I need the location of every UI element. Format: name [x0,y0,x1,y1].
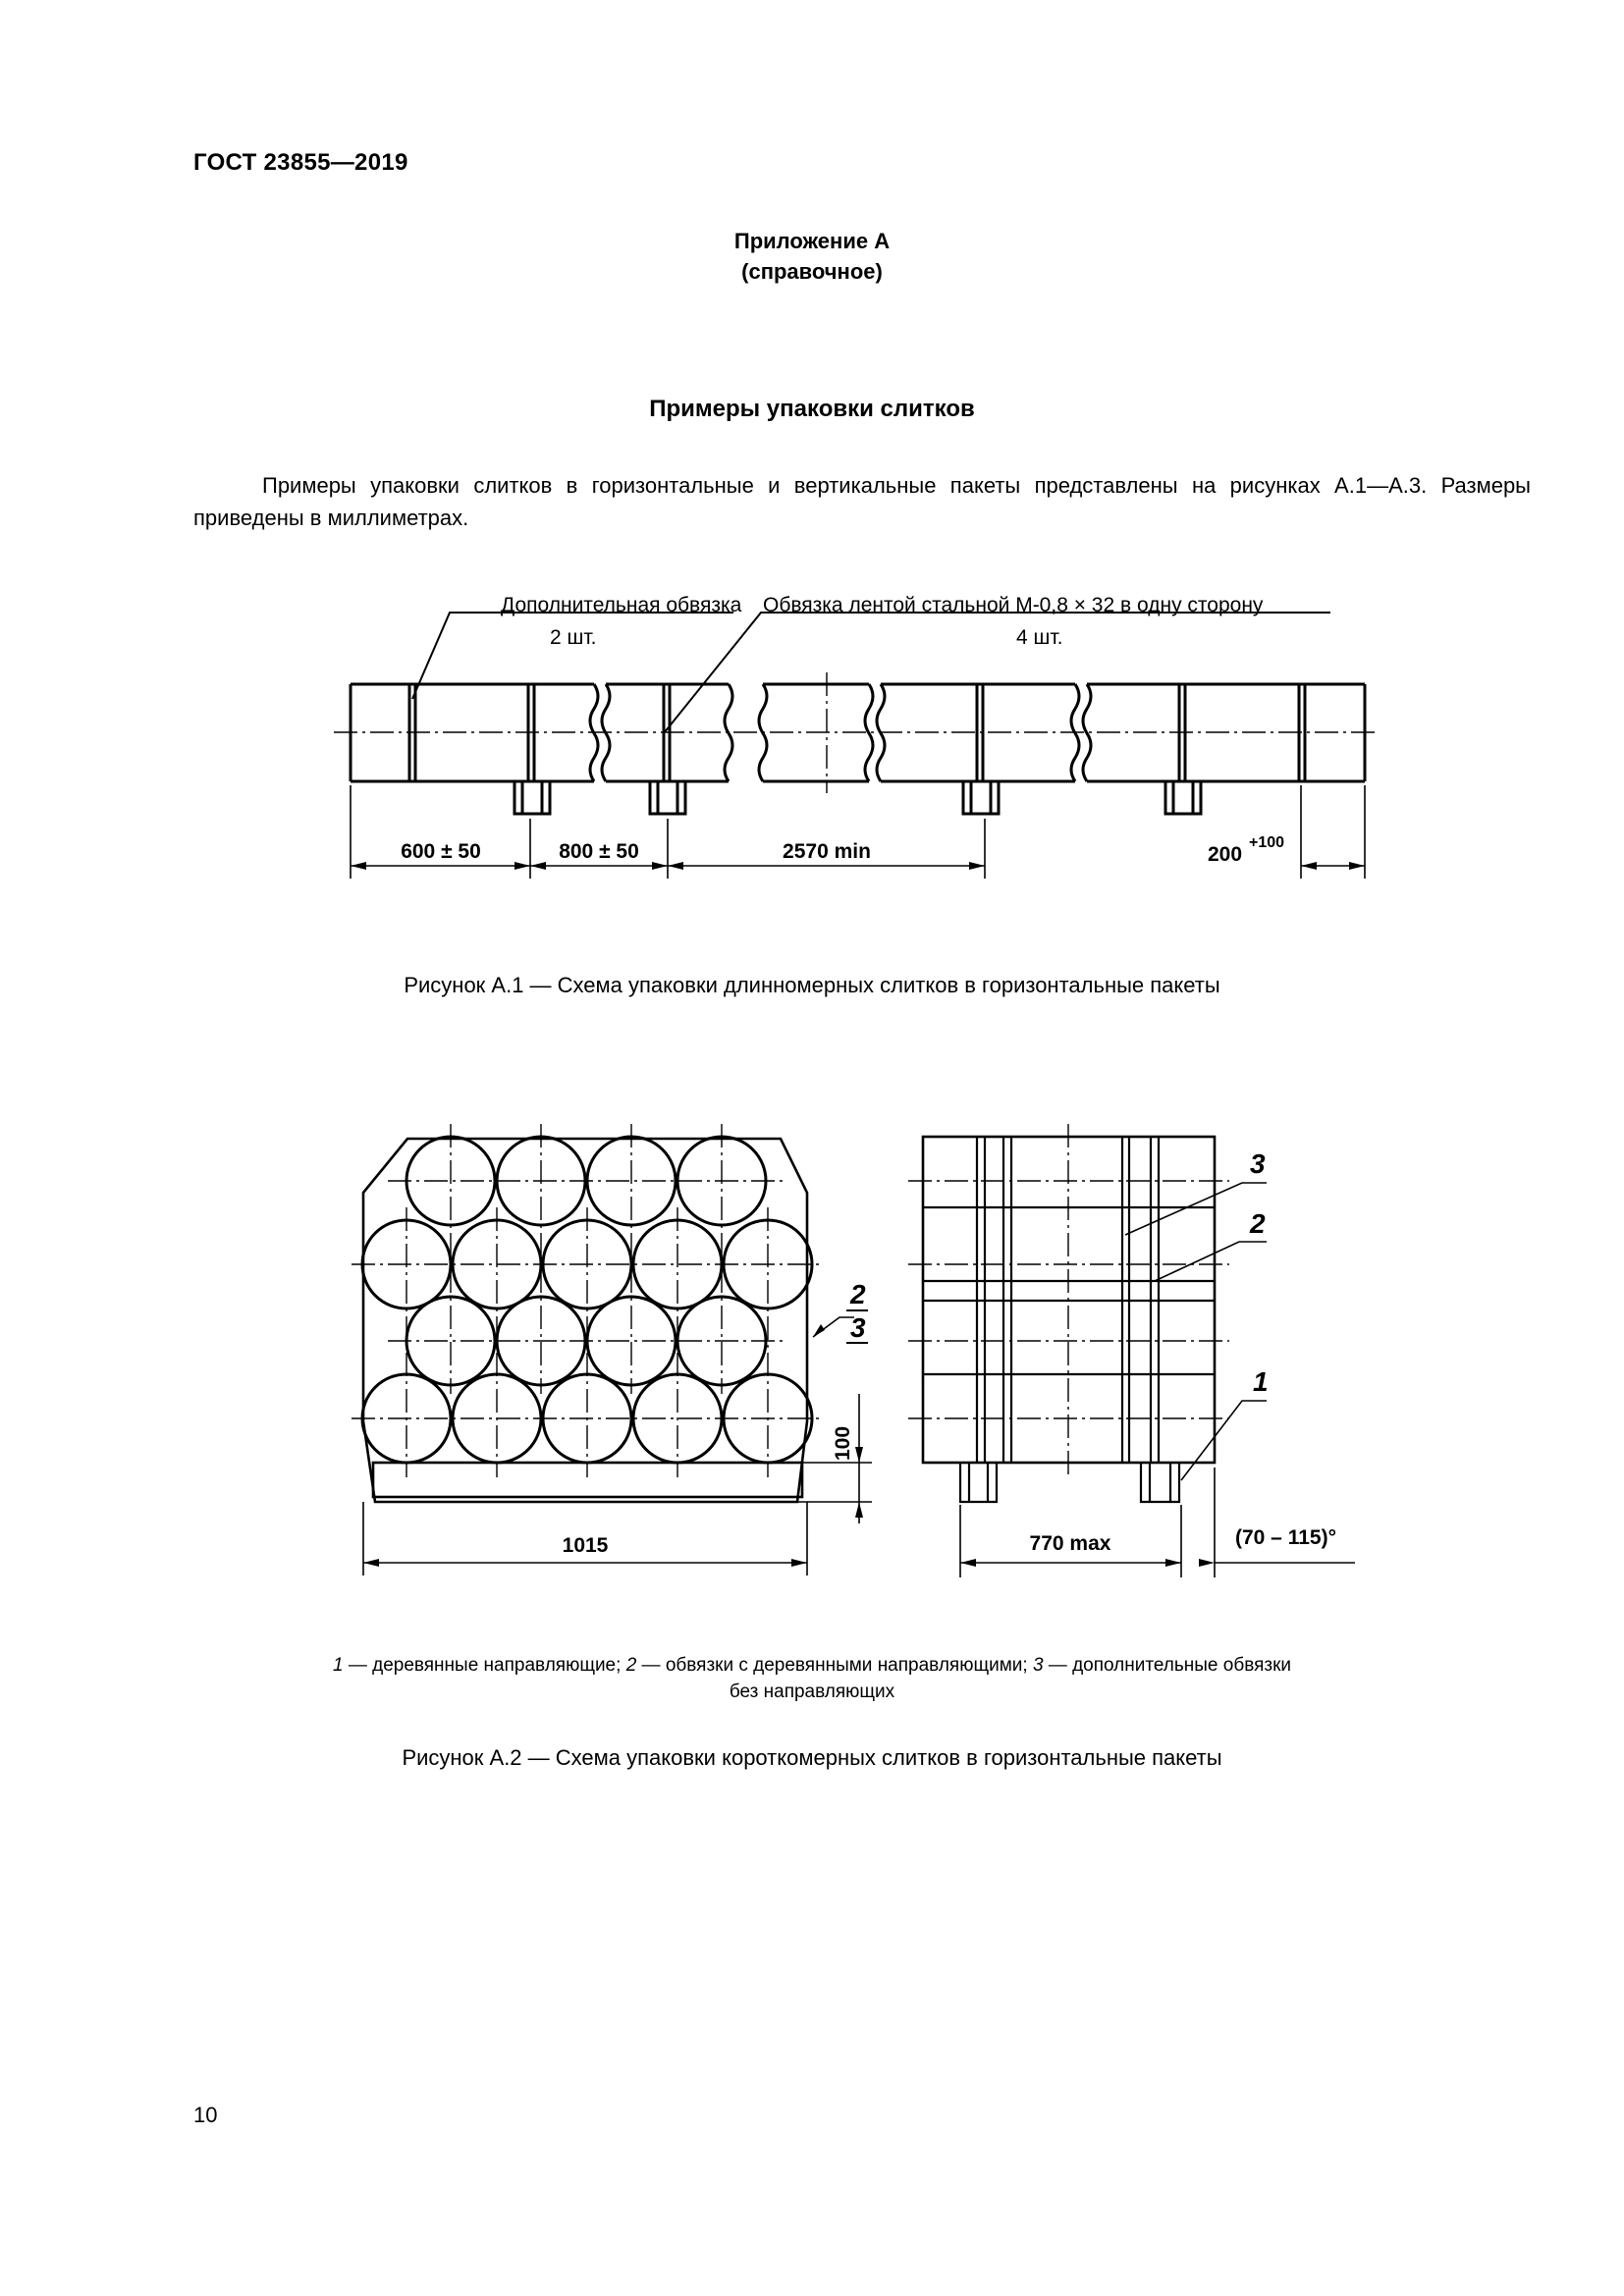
legend-3-text: — дополнительные обвязки [1043,1655,1292,1676]
callout-2-right: 2 [1250,1208,1266,1239]
appendix-title: Приложение А [733,229,891,253]
dimension-600: 600 ± 50 [401,840,481,863]
label-steel-strapping-count: 4 шт. [1016,626,1063,649]
dimension-angle: (70 – 115)° [1235,1526,1336,1549]
legend-2-number: 2 [625,1655,637,1676]
legend-2-text: — обвязки с деревянными направляющими; [636,1655,1033,1676]
callout-2-left: 2 [850,1279,866,1309]
dimension-1015: 1015 [562,1534,609,1557]
figure-1-caption: Рисунок А.1 — Схема упаковки длинномерных слитков в горизонтальные пакеты [404,973,1220,997]
callout-1-right: 1 [1253,1366,1269,1397]
legend-3-number: 3 [1032,1655,1044,1676]
legend-1-text: — деревянные направляющие; [343,1655,626,1676]
callout-3-right: 3 [1250,1148,1266,1179]
dimension-2570: 2570 min [783,840,871,863]
legend-line-2: без направляющих [729,1682,895,1702]
label-additional-strapping: Дополнительная обвязка [501,594,742,616]
callout-3-left: 3 [850,1312,866,1343]
figure-2-legend [0,1652,1624,1705]
dimension-200-tolerance: +100 [1249,834,1285,851]
label-steel-strapping: Обвязка лентой стальной М-0,8 × 32 в одну сторону [763,594,1264,616]
legend-1-number: 1 [332,1655,344,1676]
legend-line-1 [0,1652,1624,1679]
dimension-200: 200 [1208,843,1243,866]
intro-text: Примеры упаковки слитков в горизонтальные и вертикальные пакеты представлены на рисунках А.1—А.3. Размеры приведены в миллиметрах. [193,473,1531,530]
figure-2-caption: Рисунок А.2 — Схема упаковки короткомерных слитков в горизонтальные пакеты [402,1745,1222,1770]
dimension-800: 800 ± 50 [559,840,639,863]
appendix-kind: (справочное) [741,259,883,284]
label-additional-count: 2 шт. [550,626,597,649]
document-header: ГОСТ 23855—2019 [193,149,408,176]
page-number: 10 [193,2103,218,2127]
dimension-100: 100 [832,1425,854,1461]
dimension-770-max: 770 max [1029,1532,1111,1555]
section-title: Примеры упаковки слитков [649,396,975,422]
